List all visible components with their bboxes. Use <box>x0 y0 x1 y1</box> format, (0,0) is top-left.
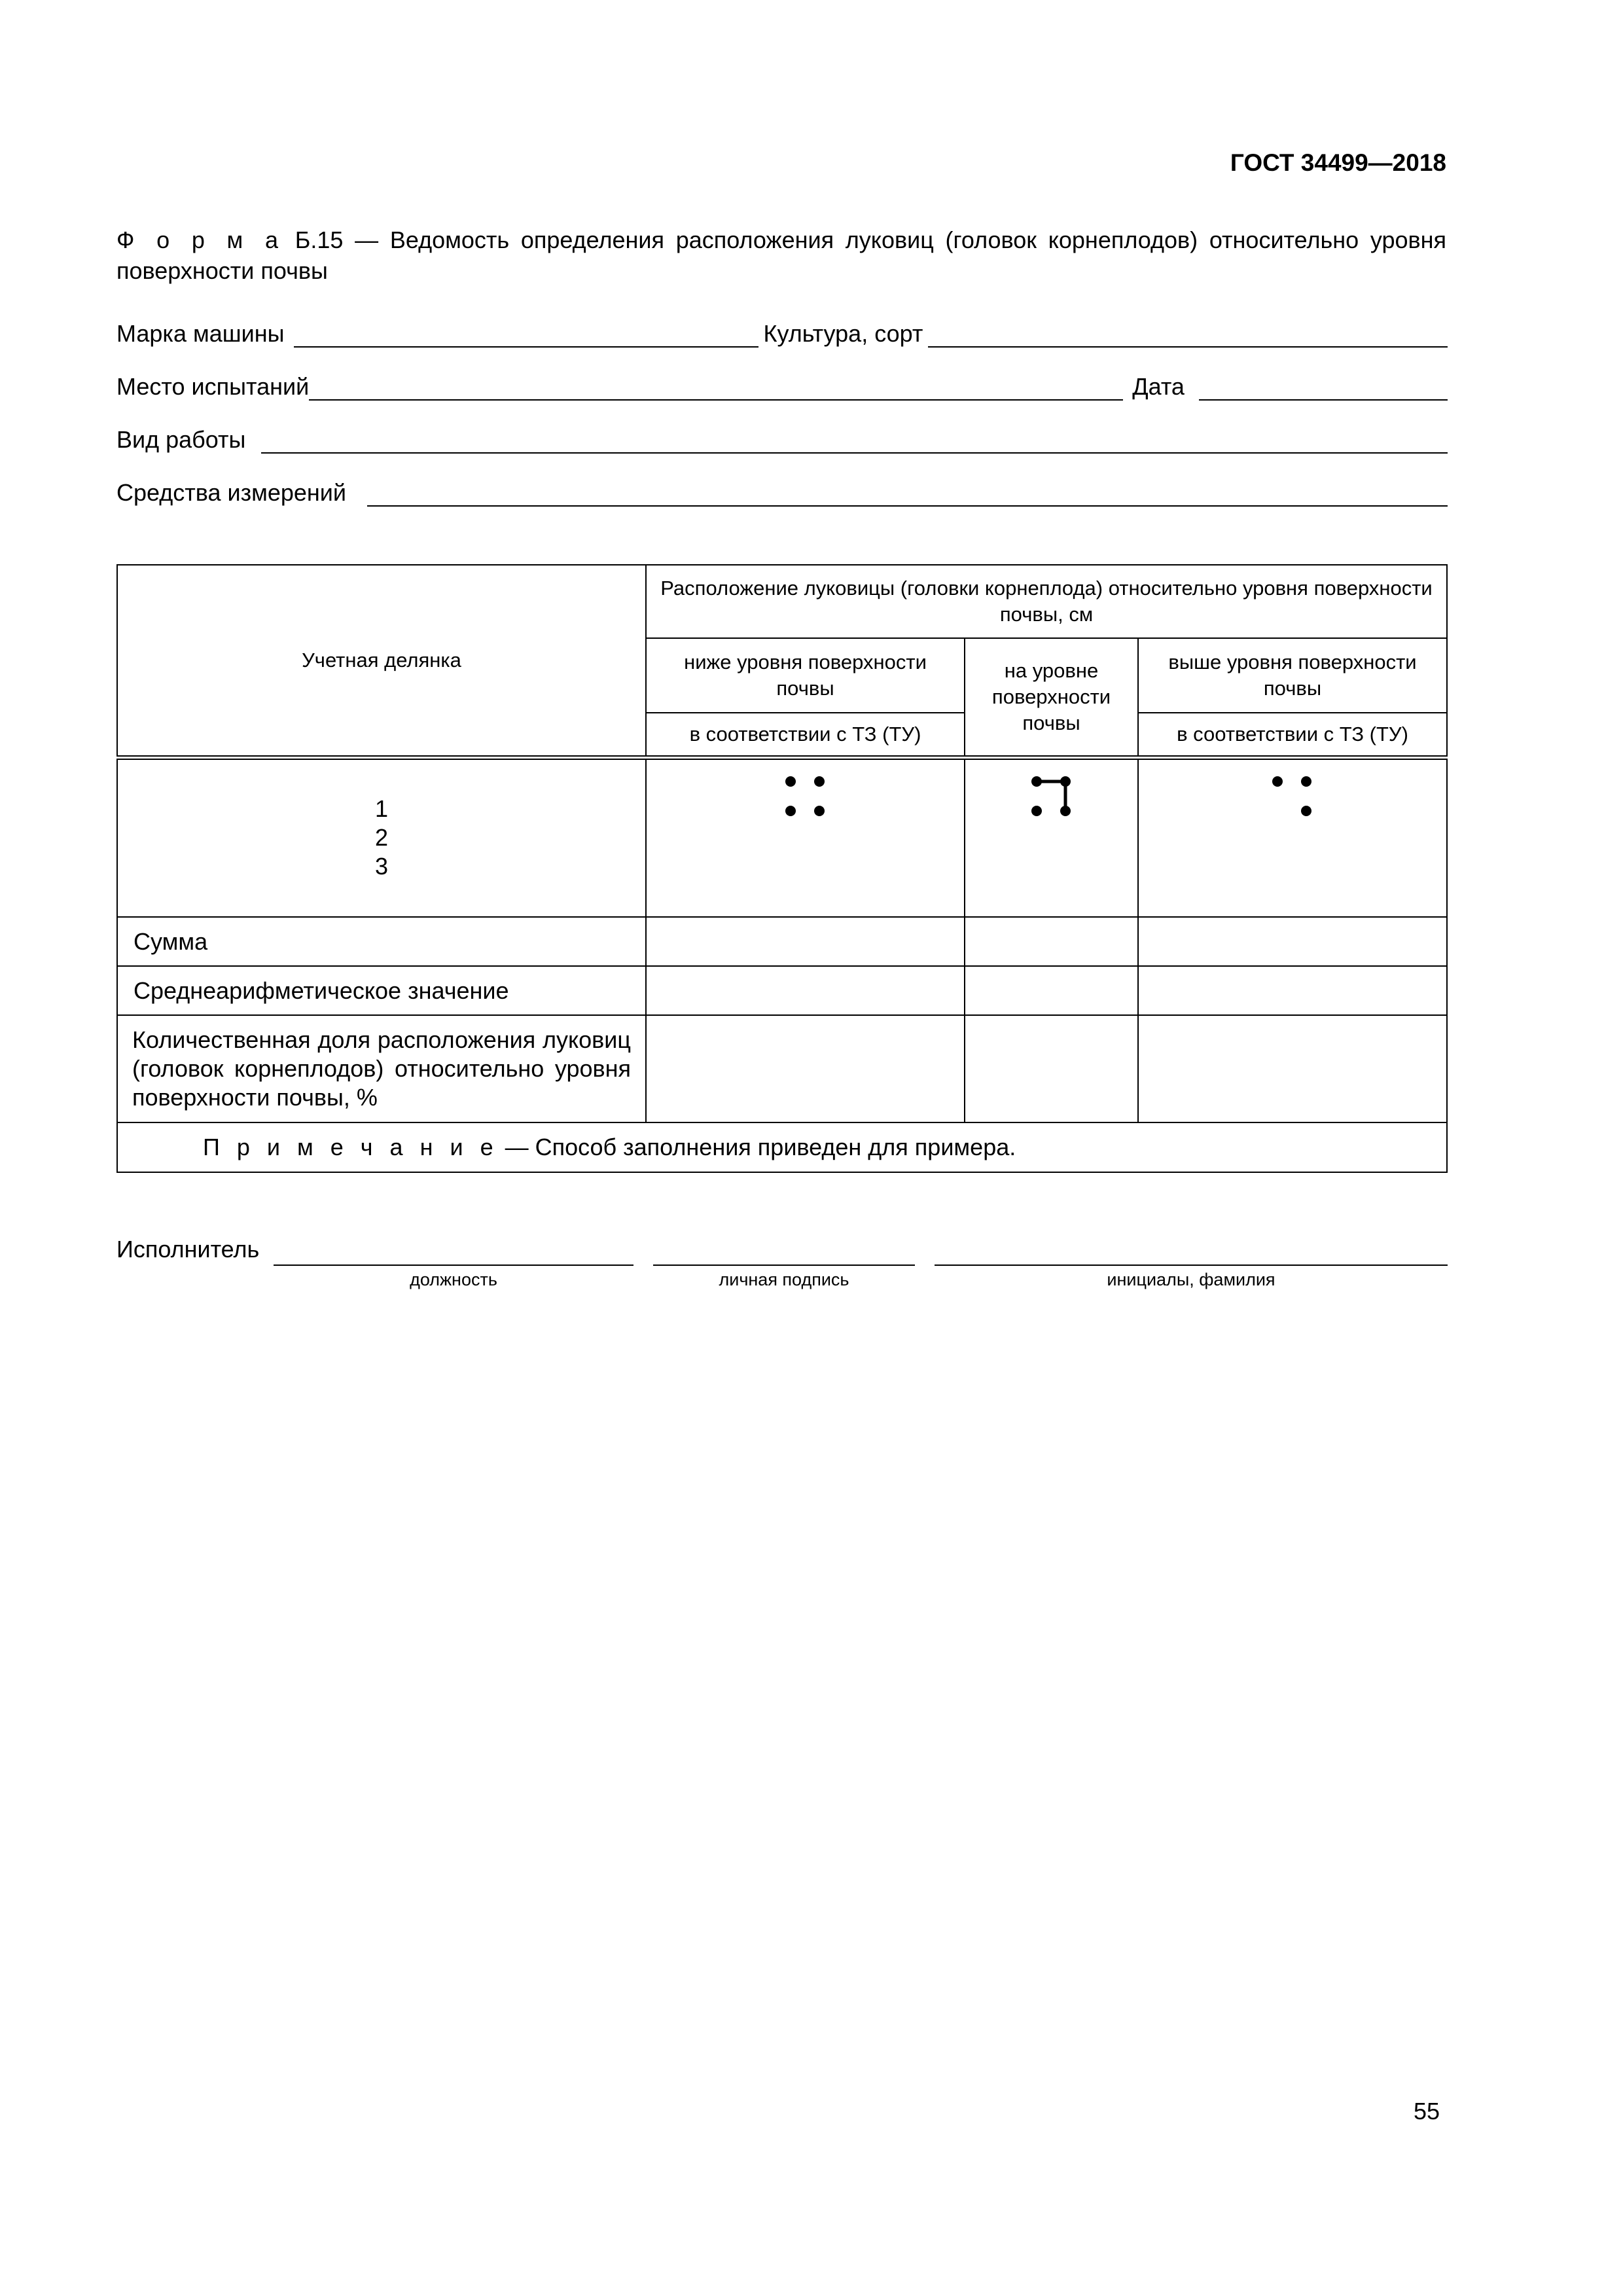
below-values-cell[interactable] <box>646 757 965 917</box>
mean-above-cell[interactable] <box>1138 966 1447 1015</box>
table-row <box>117 917 1447 966</box>
table-note <box>117 1122 1447 1172</box>
machine-field[interactable] <box>294 346 758 348</box>
share-above-cell[interactable] <box>1138 1015 1447 1122</box>
name-caption: инициалы, фамилия <box>1107 1270 1275 1289</box>
spec-above-header: в соответствии с ТЗ (ТУ) <box>1138 713 1447 757</box>
table-row <box>117 966 1447 1015</box>
tally-dots-three-icon <box>1270 773 1315 819</box>
form-title-text: Б.15 — Ведомость определения расположения луковиц (головок корнеплодов) относительно уровня поверхности почвы <box>116 226 1446 284</box>
position-caption: должность <box>410 1270 497 1289</box>
plot-number: 3 <box>374 853 389 880</box>
sum-below-cell[interactable] <box>646 917 965 966</box>
table-row <box>117 757 1447 917</box>
place-field[interactable] <box>309 399 1123 401</box>
instruments-row <box>116 476 1448 509</box>
machine-label: Марка машины <box>116 320 285 347</box>
work-field[interactable] <box>261 452 1448 454</box>
results-table <box>116 564 1448 1173</box>
plot-number: 2 <box>374 824 389 852</box>
note-text: — Способ заполнения приведен для примера. <box>498 1134 1016 1160</box>
mean-label: Среднеарифметическое значение <box>117 966 646 1015</box>
culture-label: Культура, сорт <box>763 320 923 347</box>
tally-dots-lines-icon <box>1029 773 1075 819</box>
position-group-header: Расположение луковицы (головки корнеплода) относительно уровня поверхности почвы, см <box>646 565 1447 638</box>
work-row <box>116 423 1448 456</box>
work-label: Вид работы <box>116 426 246 453</box>
above-values-cell[interactable] <box>1138 757 1447 917</box>
form-title <box>116 224 1446 286</box>
share-below-cell[interactable] <box>646 1015 965 1122</box>
plot-numbers-cell <box>117 757 646 917</box>
executor-block <box>116 1230 1448 1289</box>
place-date-row <box>116 370 1448 403</box>
position-field[interactable] <box>274 1265 633 1266</box>
form-label: Ф о р м а <box>116 226 284 253</box>
sum-label: Сумма <box>117 917 646 966</box>
at-surface-header: на уровне поверхности почвы <box>965 638 1138 757</box>
note-label: П р и м е ч а н и е <box>203 1134 499 1160</box>
share-at-cell[interactable] <box>965 1015 1138 1122</box>
share-label: Количественная доля расположения луковиц (головок корнеплодов) относительно уровня поверхности почвы, % <box>117 1015 646 1122</box>
executor-label: Исполнитель <box>116 1236 260 1263</box>
table-row <box>117 1015 1447 1122</box>
below-surface-header: ниже уровня поверхности почвы <box>646 638 965 713</box>
date-field[interactable] <box>1199 399 1448 401</box>
above-surface-header: выше уровня поверхности почвы <box>1138 638 1447 713</box>
name-field[interactable] <box>935 1265 1448 1266</box>
sum-at-cell[interactable] <box>965 917 1138 966</box>
culture-field[interactable] <box>928 346 1448 348</box>
plot-header: Учетная делянка <box>117 565 646 757</box>
sum-above-cell[interactable] <box>1138 917 1447 966</box>
tally-dots-four-icon <box>783 773 829 819</box>
at-values-cell[interactable] <box>965 757 1138 917</box>
mean-at-cell[interactable] <box>965 966 1138 1015</box>
date-label: Дата <box>1132 373 1185 400</box>
mean-below-cell[interactable] <box>646 966 965 1015</box>
document-code: ГОСТ 34499—2018 <box>1230 149 1446 176</box>
instruments-field[interactable] <box>367 505 1448 507</box>
note-row <box>117 1122 1447 1172</box>
instruments-label: Средства измерений <box>116 479 347 506</box>
signature-field[interactable] <box>653 1265 915 1266</box>
spec-below-header: в соответствии с ТЗ (ТУ) <box>646 713 965 757</box>
plot-number: 1 <box>374 795 389 823</box>
signature-caption: личная подпись <box>719 1270 849 1289</box>
machine-culture-row <box>116 317 1448 350</box>
place-label: Место испытаний <box>116 373 310 400</box>
page-number: 55 <box>1414 2098 1440 2125</box>
